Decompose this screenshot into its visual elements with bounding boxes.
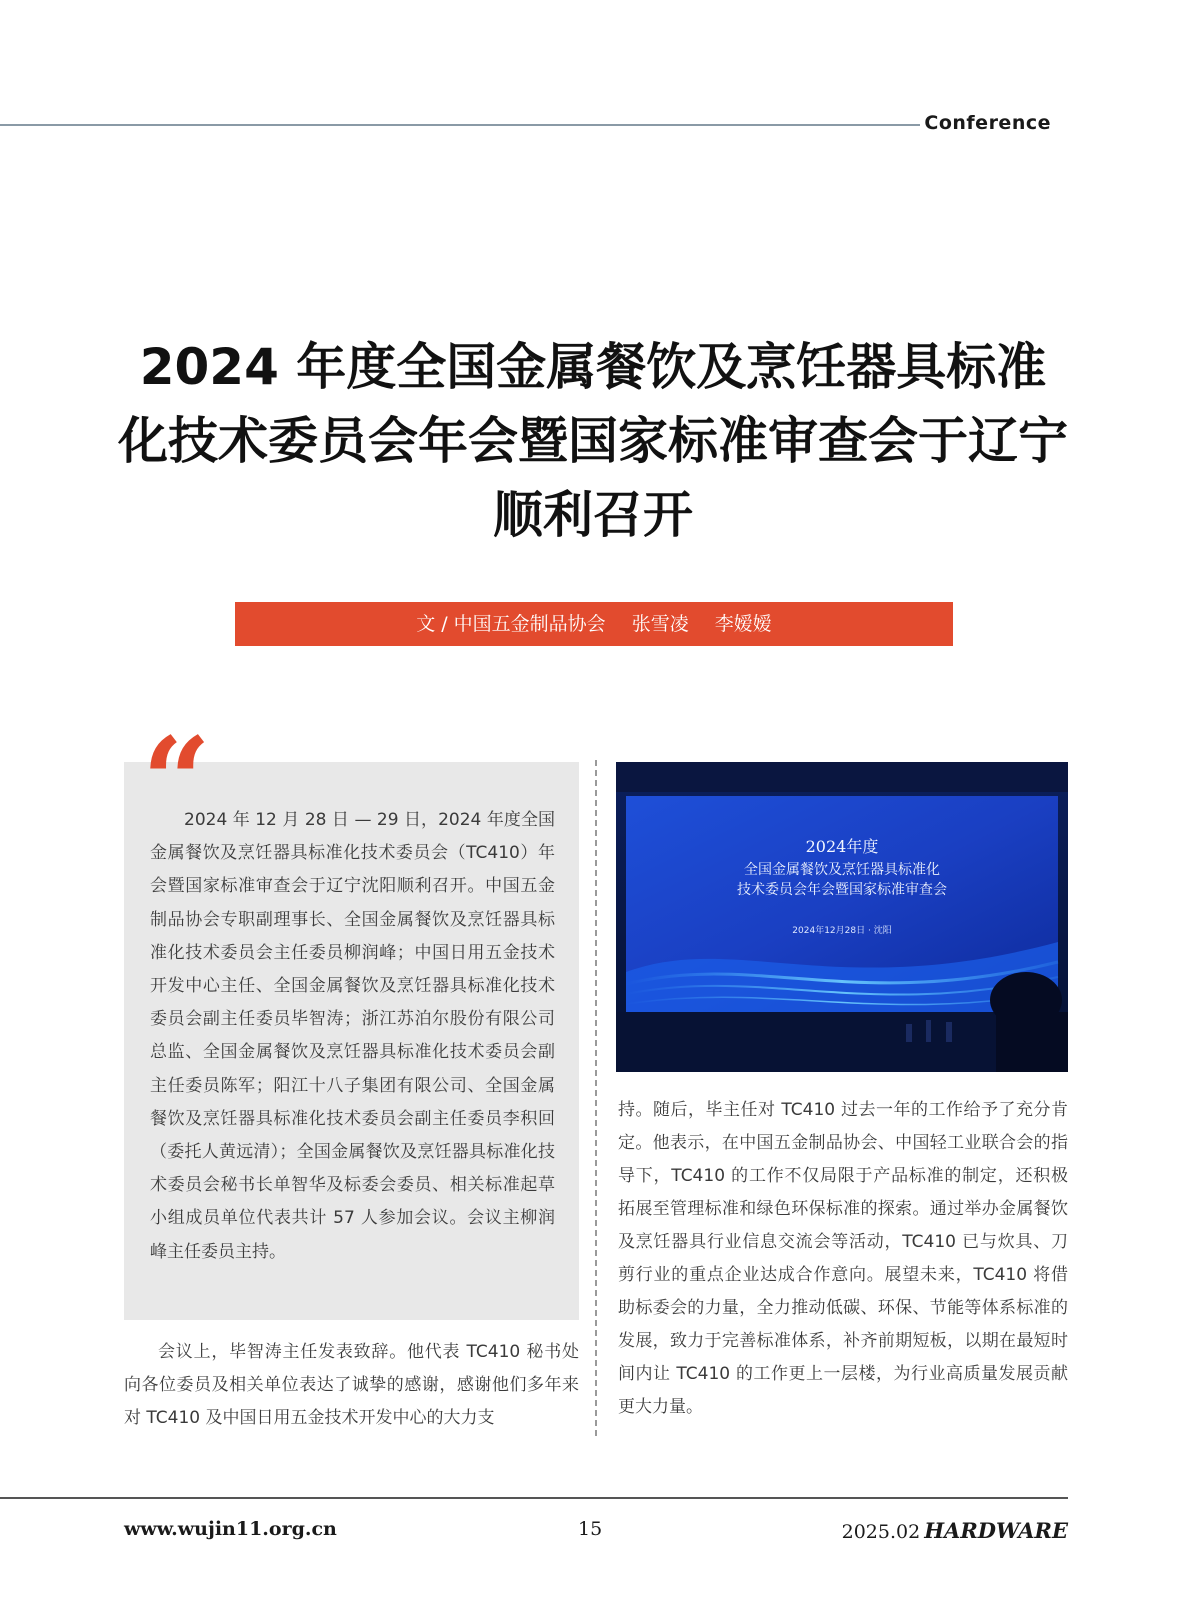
- page-number: 15: [578, 1518, 603, 1540]
- screen-line-1: 2024年度: [805, 837, 879, 856]
- byline-source: 文 / 中国五金制品协会: [416, 613, 606, 635]
- article-title: 2024 年度全国金属餐饮及烹饪器具标准化技术委员会年会暨国家标准审查会于辽宁顺利召开: [118, 338, 1068, 544]
- footer-url-link[interactable]: www.wujin11.org.cn: [124, 1518, 337, 1540]
- screen-line-3: 技术委员会年会暨国家标准审查会: [737, 882, 947, 898]
- issue-number: 2025.02: [841, 1521, 921, 1543]
- body-paragraph-right: 持。随后，毕主任对 TC410 过去一年的工作给予了充分肯定。他表示，在中国五金制品协会、中国轻工业联合会的指导下，TC410 的工作不仅局限于产品标准的制定，还积极拓展至管理标准和绿色环保标准的探索。通过举办金属餐饮及烹饪器具行业信息交流会等活动，TC410 已与炊具、刀剪行业的重点企业达成合作意向。展望未来，TC410 将借助标委会的力量，全力推动低碳、环保、节能等体系标准的发展，致力于完善标准体系，补齐前期短板，以期在最短时间内让 TC410 的工作更上一层楼，为行业高质量发展贡献更大力量。: [618, 1100, 1068, 1417]
- screen-date: 2024年12月28日 · 沈阳: [792, 926, 892, 936]
- footer-rule: [0, 1497, 1068, 1499]
- body-paragraph-left: 会议上，毕智涛主任发表致辞。他代表 TC410 秘书处向各位委员及相关单位表达了诚挚的感谢，感谢他们多年来对 TC410 及中国日用五金技术开发中心的大力支: [124, 1342, 579, 1428]
- lead-paragraph: 2024 年 12 月 28 日 — 29 日，2024 年度全国金属餐饮及烹饪器具标准化技术委员会（TC410）年会暨国家标准审查会于辽宁沈阳顺利召开。中国五金制品协会专职副理事长、全国金属餐饮及烹饪器具标准化技术委员会主任委员柳润峰；中国日用五金技术开发中心主任、全国金属餐饮及烹饪器具标准化技术委员会副主任委员毕智涛；浙江苏泊尔股份有限公司总监、全国金属餐饮及烹饪器具标准化技术委员会副主任委员陈军；阳江十八子集团有限公司、全国金属餐饮及烹饪器具标准化技术委员会副主任委员李积回（委托人黄远清）；全国金属餐饮及烹饪器具标准化技术委员会秘书长单智华及标委会委员、相关标准起草小组成员单位代表共计 57 人参加会议。会议主柳润峰主任委员主持。: [150, 810, 555, 1262]
- magazine-name: HARDWARE: [924, 1518, 1068, 1543]
- byline-bar: [235, 602, 953, 646]
- byline-author-1: 张雪凌: [631, 613, 689, 635]
- conference-photo: [616, 762, 1068, 1072]
- column-divider: [595, 760, 597, 1436]
- header-rule: [0, 124, 920, 126]
- footer-issue: [842, 1518, 1068, 1543]
- section-label: Conference: [924, 112, 1051, 134]
- conference-photo-art: [616, 762, 1068, 1072]
- quote-mark-icon: “: [142, 711, 212, 852]
- screen-line-2: 全国金属餐饮及烹饪器具标准化: [744, 862, 940, 878]
- byline-author-2: 李嫒嫒: [714, 613, 772, 635]
